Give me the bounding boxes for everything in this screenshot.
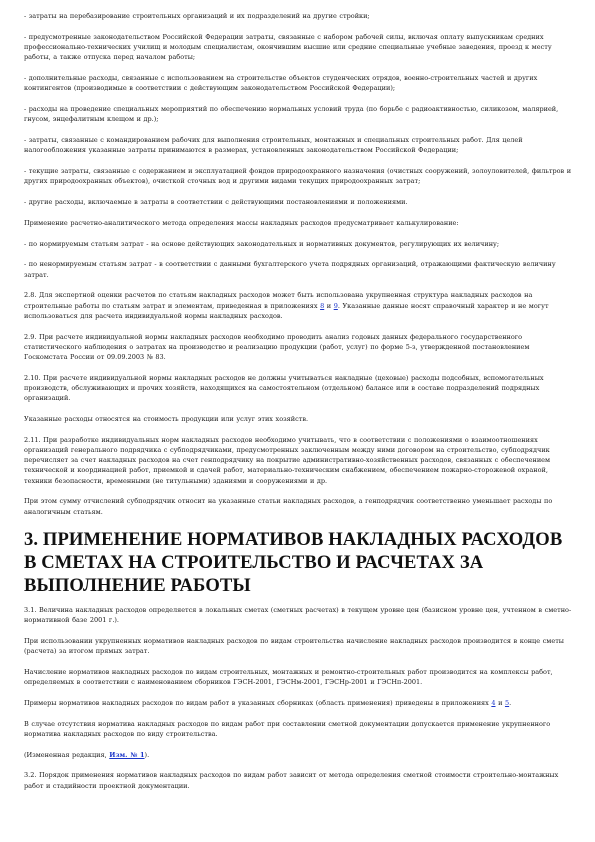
- document-page: [24, 11, 572, 801]
- paragraph: 3.1. Величина накладных расходов определяется в локальных сметах (сметных расчетах) в текущем уровне цен (базисном уровне цен, учтенном в сметно-нормативной базе 2001 г.).: [24, 605, 572, 625]
- amendment-link[interactable]: Изм. № 1: [109, 750, 145, 759]
- paragraph-3-2: 3.2. Порядок применения нормативов накладных расходов по видам работ зависит от метода определения сметной стоимости строительно-монтажных работ и стадийности проектной документации.: [24, 771, 559, 790]
- paragraph: - затраты, связанные с командированием рабочих для выполнения строительных, монтажных и специальных строительных работ. Для целей налогообложения указанные затраты принимаются в размерах, установленных законодательством Российской Федерации;: [24, 136, 523, 155]
- paragraph-2-8: [24, 290, 572, 321]
- paragraph: Начисление нормативов накладных расходов по видам строительных, монтажных и ремонтно-строительных работ производится на комплексы работ, определяемых в соответствии с наименованием сборников ГЭСН-2001, ГЭСНм-2001, ГЭСНр-2001 и ГЭСНп-2001.: [24, 667, 553, 687]
- amendment-note: [24, 750, 572, 760]
- amendment-text: ).: [144, 750, 150, 759]
- paragraph: 2.9. При расчете индивидуальной нормы накладных расходов необходимо проводить анализ годовых данных федерального государственного статистического наблюдения о затратах на производство и реализацию продукции (работ, услуг) по форме 5-з, утвержденной постановлением Госкомстата России от 09.09.2003 № 83.: [24, 332, 530, 361]
- paragraph-text: . Указанные данные носят справочный характер и не могут использоваться для расчета индивидуальной нормы накладных расходов.: [24, 301, 549, 320]
- paragraph: 2.11. При разработке индивидуальных норм накладных расходов необходимо учитывать, что в соответствии с положениями о взаимоотношениях организаций генерального подрядчика с субподрядчиками, предусмотренных заключенным между ними договором на строительство, субподрядчик перечисляет за счет накладных расходов на счет генподрядчику на покрытие административно-хозяйственных расходов, связанных с обеспечением технической и координацией работ, приемкой и сдачей работ, материально-техническим снабжением, обеспечением пожарно-сторожевой охраной, техники безопасности, временными (не титульными) зданиями и сооружениями и др.: [24, 435, 551, 485]
- paragraph-text: Примеры нормативов накладных расходов по видам работ в указанных сборниках (область применения) приведены в приложениях: [24, 698, 492, 707]
- amendment-text: (Измененная редакция,: [24, 750, 110, 759]
- paragraph: Указанные расходы относятся на стоимость продукции или услуг этих хозяйств.: [24, 415, 309, 423]
- paragraph: Применение расчетно-аналитического метода определения массы накладных расходов предусматривает калькулирование:: [24, 218, 459, 227]
- paragraph: - по ненормируемым статьям затрат - в соответствии с данными бухгалтерского учета подрядных организаций, отражающими фактическую величину затрат.: [24, 260, 556, 279]
- mid-paragraphs: [24, 332, 572, 517]
- paragraph: - предусмотренные законодательством Российской Федерации затраты, связанные с набором рабочей силы, включая оплату выпускникам средних профессионально-технических училищ и молодым специалистам, окончившим высшие или средние специальные учебные заведения, проезд к месту работы, а также отпуска перед началом работы;: [24, 32, 552, 62]
- paragraph-absent-norm: В случае отсутствия норматива накладных расходов по видам работ при составлении сметной документации допускается применение укрупненного норматива накладных расходов по виду строительства.: [24, 719, 551, 738]
- paragraph-text: и: [324, 301, 334, 310]
- section-heading: 3. ПРИМЕНЕНИЕ НОРМАТИВОВ НАКЛАДНЫХ РАСХОДОВ В СМЕТАХ НА СТРОИТЕЛЬСТВО И РАСЧЕТАХ ЗА ВЫПОЛНЕНИЕ РАБОТЫ: [24, 528, 563, 596]
- paragraph-text: и: [495, 698, 505, 707]
- paragraph-text: 2.8. Для экспертной оценки расчетов по статьям накладных расходов может быть использована укрупненная структура накладных расходов на строительные работы по статьям затрат и элементам, приведенная в приложениях: [24, 291, 533, 310]
- top-paragraphs: [24, 11, 572, 280]
- appendix-9-link[interactable]: 9: [333, 301, 338, 310]
- appendix-4-link[interactable]: 4: [491, 698, 496, 707]
- appendix-5-link[interactable]: 5: [504, 698, 510, 707]
- paragraph: При использовании укрупненных нормативов накладных расходов по видам строительства начисление накладных расходов производится в конце сметы (расчета) за итогом прямых затрат.: [24, 636, 564, 656]
- paragraph: 2.10. При расчете индивидуальной нормы накладных расходов не должны учитываться накладные (цеховые) расходы подсобных, вспомогательных производств, обслуживающих и прочих хозяйств, находящихся на самостоятельном (отдельном) балансе или в составе подразделений подрядных организаций.: [24, 373, 544, 403]
- bottom-paragraphs: [24, 605, 572, 687]
- paragraph-appendix: [24, 698, 572, 708]
- paragraph: - затраты на перебазирование строительных организаций и их подразделений на другие стройки;: [24, 12, 370, 20]
- appendix-8-link[interactable]: 8: [320, 301, 325, 310]
- paragraph-text: .: [509, 698, 512, 707]
- paragraph: - расходы на проведение специальных мероприятий по обеспечению нормальных условий труда (по борьбе с радиоактивностью, силикозом, малярией, гнусом, энцефалитным клещом и др.);: [24, 105, 559, 124]
- paragraph: - другие расходы, включаемые в затраты в соответствии с действующими постановлениями и положениями.: [24, 198, 408, 206]
- paragraph: - текущие затраты, связанные с содержанием и эксплуатацией фондов природоохранного назначения (очистных сооружений, золоуловителей, фильтров и других природоохранных объектов), очисткой сточных вод и другими видами текущих природоохранных затрат;: [24, 167, 572, 186]
- paragraph: - дополнительные расходы, связанные с использованием на строительстве объектов студенческих отрядов, военно-строительных частей и других контингентов (производимые в соответствии с действующим законодательством Российской Федерации);: [24, 74, 538, 93]
- paragraph: - по нормируемым статьям затрат - на основе действующих законодательных и нормативных документов, регулирующих их величину;: [24, 239, 500, 248]
- paragraph: При этом сумму отчислений субподрядчик относит на указанные статьи накладных расходов, а генподрядчик соответственно уменьшает расходы по аналогичным статьям.: [24, 497, 553, 516]
